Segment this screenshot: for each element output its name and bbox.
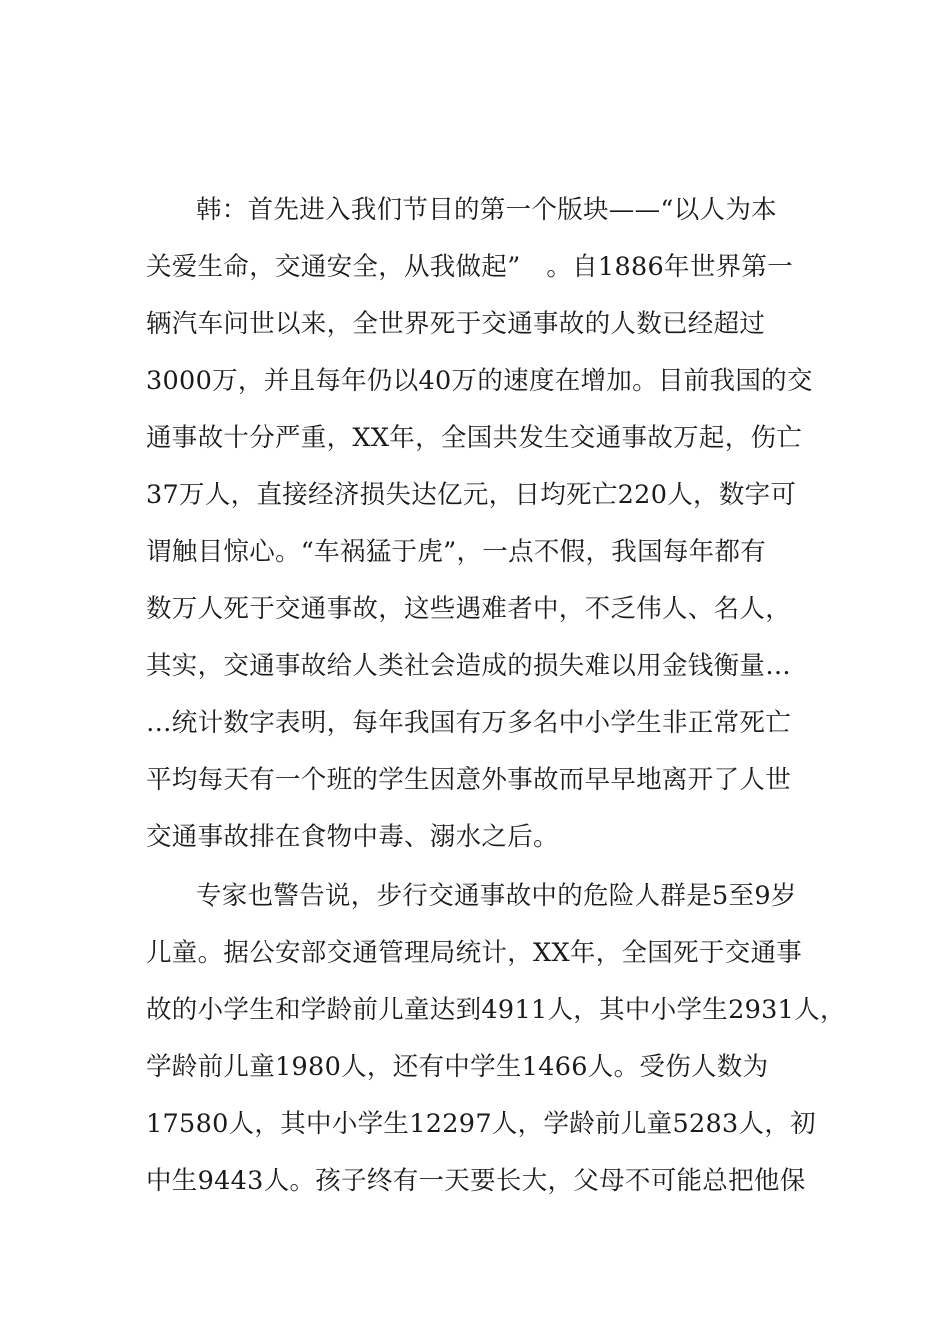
paragraph-1-line-11: 平均每天有一个班的学生因意外事故而早早地离开了人世 [146,765,792,795]
paragraph-1-line-9: 其实，交通事故给人类社会造成的损失难以用金钱衡量… [146,651,792,681]
paragraph-2-line-5: 17580人，其中小学生12297人，学龄前儿童5283人，初 [146,1109,816,1139]
paragraph-1-line-8: 数万人死于交通事故，这些遇难者中，不乏伟人、名人， [146,594,792,624]
paragraph-1-line-3: 辆汽车问世以来，全世界死于交通事故的人数已经超过 [146,309,766,339]
paragraph-1-line-4: 3000万，并且每年仍以40万的速度在增加。目前我国的交 [146,366,813,396]
paragraph-1-line-1: 韩：首先进入我们节目的第一个版块——“以人为本 [196,195,777,225]
paragraph-1-line-7: 谓触目惊心。“车祸猛于虎”，一点不假，我国每年都有 [146,537,767,567]
paragraph-2-line-2: 儿童。据公安部交通管理局统计，XX年，全国死于交通事 [146,938,803,968]
paragraph-1-line-5: 通事故十分严重，XX年，全国共发生交通事故万起，伤亡 [146,423,803,453]
paragraph-2-line-4: 学龄前儿童1980人，还有中学生1466人。受伤人数为 [146,1052,769,1082]
paragraph-1-line-12: 交通事故排在食物中毒、溺水之后。 [146,822,559,852]
paragraph-1-line-10: …统计数字表明，每年我国有万多名中小学生非正常死亡 [146,708,792,738]
paragraph-1-line-6: 37万人，直接经济损失达亿元，日均死亡220人，数字可 [146,480,797,510]
paragraph-2-line-1: 专家也警告说，步行交通事故中的危险人群是5至9岁 [196,881,797,911]
paragraph-2-line-6: 中生9443人。孩子终有一天要长大，父母不可能总把他保 [146,1166,806,1196]
paragraph-1-line-2: 关爱生命，交通安全，从我做起” 。自1886年世界第一 [146,252,794,282]
paragraph-2-line-3: 故的小学生和学龄前儿童达到4911人，其中小学生2931人， [146,995,846,1025]
